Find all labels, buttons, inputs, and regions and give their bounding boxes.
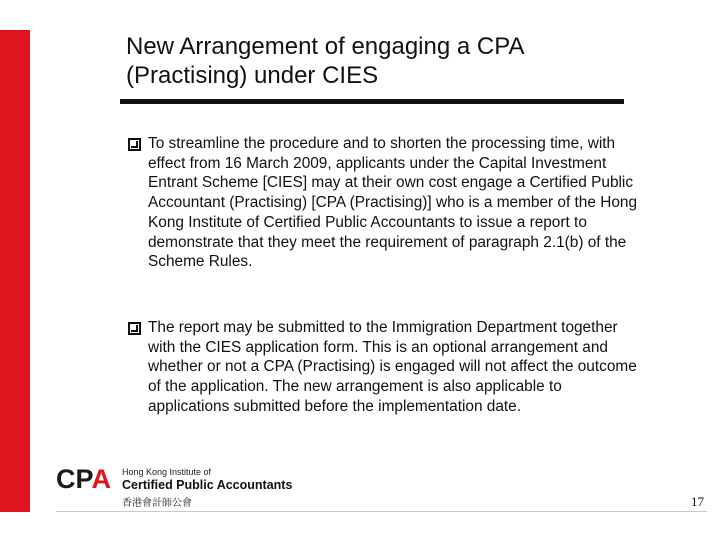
left-accent-bar (0, 30, 30, 512)
hkicpa-logo (56, 462, 296, 510)
footer-divider (56, 511, 707, 512)
bullet-item (128, 318, 640, 417)
logo-mark-cp: CP (56, 464, 92, 494)
title-underline (120, 99, 624, 104)
slide-title: New Arrangement of engaging a CPA (Practising) under CIES (126, 33, 524, 89)
logo-line-1: Hong Kong Institute of (122, 467, 212, 477)
bullet-text: To streamline the procedure and to shorten the processing time, with effect from 16 March 2009, applicants under the Capital Investment Entrant Scheme [CIES] may at their own cost engage a Certified Public Accountant (Practising) [CPA (Practising)] who is a member of the Hong Kong Institute of Certified Public Accountants to issue a report to demonstrate that they meet the requirement of paragraph 2.1(b) of the Scheme Rules. (148, 135, 637, 271)
logo-mark (56, 464, 111, 495)
logo-line-2: Certified Public Accountants (122, 478, 293, 492)
checkbox-bullet-icon (128, 138, 141, 151)
bullet-item (128, 134, 640, 272)
logo-line-3: 香港會計師公會 (122, 498, 192, 509)
bullet-text: The report may be submitted to the Immigration Department together with the CIES application form. This is an optional arrangement and whether or not a CPA (Practising) is engaged will not affect the outcome of the application. The new arrangement is also applicable to applications submitted before the implementation date. (148, 319, 637, 415)
checkbox-bullet-icon (128, 322, 141, 335)
logo-mark-a: A (91, 464, 112, 494)
page-number: 17 (691, 494, 704, 509)
